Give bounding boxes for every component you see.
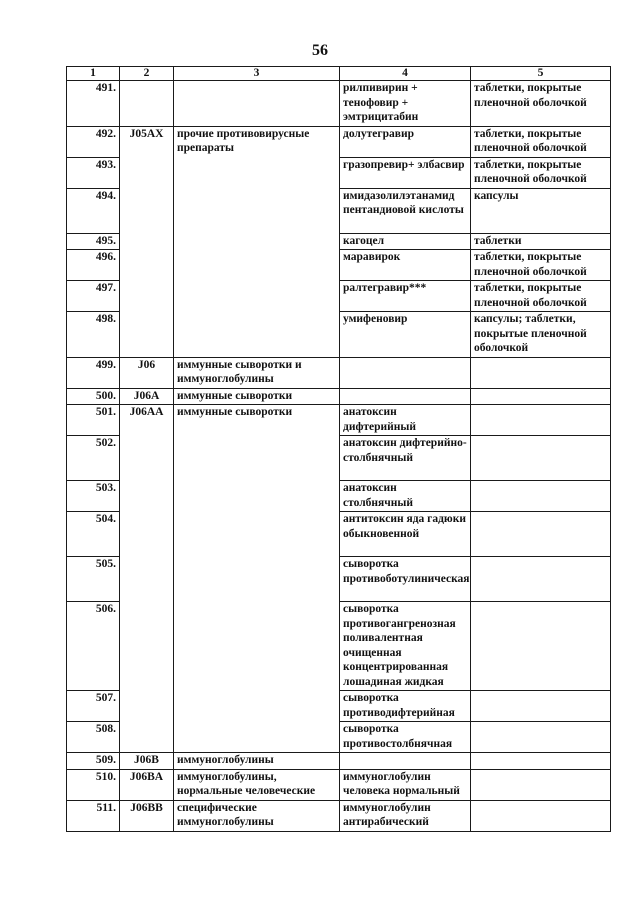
table-row: [67, 436, 611, 481]
table-row: [67, 722, 611, 753]
drug-name: [340, 357, 471, 388]
column-header-4: 4: [340, 67, 471, 81]
table-row: [67, 281, 611, 312]
table-row: [67, 312, 611, 358]
atc-group: иммуноглобулины, нормальные человеческие: [174, 769, 340, 800]
atc-group: [174, 512, 340, 557]
atc-code: [120, 157, 174, 188]
dosage-form: [471, 388, 611, 405]
row-number: 503.: [67, 481, 120, 512]
dosage-form: таблетки: [471, 233, 611, 250]
atc-group: [174, 81, 340, 127]
drug-name: анатоксин столбнячный: [340, 481, 471, 512]
atc-group: иммуноглобулины: [174, 753, 340, 770]
atc-code: [120, 312, 174, 358]
atc-code: [120, 602, 174, 691]
dosage-form: [471, 557, 611, 602]
table-row: [67, 388, 611, 405]
dosage-form: [471, 512, 611, 557]
column-header-2: 2: [120, 67, 174, 81]
atc-group: специфические иммуноглобулины: [174, 800, 340, 831]
dosage-form: таблетки, покрытые пленочной оболочкой: [471, 157, 611, 188]
dosage-form: [471, 800, 611, 831]
atc-code: J05AX: [120, 126, 174, 157]
atc-code: [120, 188, 174, 233]
atc-group: [174, 602, 340, 691]
drug-name: умифеновир: [340, 312, 471, 358]
column-header-5: 5: [471, 67, 611, 81]
table-row: [67, 188, 611, 233]
drug-name: рилпивирин + тенофовир + эмтрицитабин: [340, 81, 471, 127]
atc-group: [174, 281, 340, 312]
dosage-form: [471, 769, 611, 800]
dosage-form: [471, 357, 611, 388]
atc-code: [120, 481, 174, 512]
dosage-form: [471, 481, 611, 512]
atc-code: [120, 512, 174, 557]
drug-name: кагоцел: [340, 233, 471, 250]
atc-code: [120, 250, 174, 281]
atc-group: [174, 557, 340, 602]
dosage-form: [471, 436, 611, 481]
drug-table: [66, 66, 611, 832]
drug-name: сыворотка противоботулиническая: [340, 557, 471, 602]
dosage-form: [471, 691, 611, 722]
atc-code: [120, 557, 174, 602]
header-row: [67, 67, 611, 81]
drug-name: анатоксин дифтерийный: [340, 405, 471, 436]
dosage-form: [471, 753, 611, 770]
table-row: [67, 233, 611, 250]
drug-name: сыворотка противогангренозная поливалентная очищенная концентрированная лошадиная жидкая: [340, 602, 471, 691]
table-row: [67, 753, 611, 770]
table-row: [67, 800, 611, 831]
drug-name: имидазолилэтанамид пентандиовой кислоты: [340, 188, 471, 233]
drug-name: гразопревир+ элбасвир: [340, 157, 471, 188]
atc-code: [120, 233, 174, 250]
atc-code: [120, 691, 174, 722]
atc-group: [174, 691, 340, 722]
drug-name: долутегравир: [340, 126, 471, 157]
drug-name: иммуноглобулин человека нормальный: [340, 769, 471, 800]
table-row: [67, 405, 611, 436]
atc-code: J06: [120, 357, 174, 388]
drug-name: иммуноглобулин антирабический: [340, 800, 471, 831]
table-row: [67, 481, 611, 512]
dosage-form: капсулы: [471, 188, 611, 233]
atc-code: [120, 722, 174, 753]
dosage-form: таблетки, покрытые пленочной оболочкой: [471, 250, 611, 281]
table-row: [67, 769, 611, 800]
row-number: 495.: [67, 233, 120, 250]
row-number: 508.: [67, 722, 120, 753]
column-header-3: 3: [174, 67, 340, 81]
table-row: [67, 602, 611, 691]
table-row: [67, 157, 611, 188]
table-row: [67, 557, 611, 602]
atc-group: иммунные сыворотки и иммуноглобулины: [174, 357, 340, 388]
atc-group: [174, 481, 340, 512]
table-row: [67, 81, 611, 127]
drug-name: сыворотка противостолбнячная: [340, 722, 471, 753]
atc-code: [120, 81, 174, 127]
atc-group: [174, 188, 340, 233]
row-number: 511.: [67, 800, 120, 831]
atc-code: J06BA: [120, 769, 174, 800]
row-number: 500.: [67, 388, 120, 405]
row-number: 499.: [67, 357, 120, 388]
table-row: [67, 250, 611, 281]
page-number: 56: [312, 42, 328, 59]
atc-code: J06BB: [120, 800, 174, 831]
atc-group: [174, 436, 340, 481]
row-number: 498.: [67, 312, 120, 358]
drug-name: маравирок: [340, 250, 471, 281]
atc-group: [174, 233, 340, 250]
drug-name: [340, 388, 471, 405]
dosage-form: капсулы; таблетки, покрытые пленочной оболочкой: [471, 312, 611, 358]
atc-group: [174, 250, 340, 281]
drug-name: [340, 753, 471, 770]
row-number: 504.: [67, 512, 120, 557]
row-number: 505.: [67, 557, 120, 602]
drug-name: антитоксин яда гадюки обыкновенной: [340, 512, 471, 557]
atc-group: [174, 722, 340, 753]
row-number: 506.: [67, 602, 120, 691]
table-row: [67, 691, 611, 722]
drug-name: ралтегравир***: [340, 281, 471, 312]
atc-code: [120, 436, 174, 481]
dosage-form: таблетки, покрытые пленочной оболочкой: [471, 81, 611, 127]
atc-code: J06B: [120, 753, 174, 770]
row-number: 502.: [67, 436, 120, 481]
dosage-form: [471, 405, 611, 436]
atc-group: иммунные сыворотки: [174, 405, 340, 436]
row-number: 491.: [67, 81, 120, 127]
atc-group: [174, 312, 340, 358]
dosage-form: таблетки, покрытые пленочной оболочкой: [471, 126, 611, 157]
row-number: 497.: [67, 281, 120, 312]
row-number: 494.: [67, 188, 120, 233]
row-number: 501.: [67, 405, 120, 436]
atc-code: J06A: [120, 388, 174, 405]
dosage-form: [471, 722, 611, 753]
row-number: 492.: [67, 126, 120, 157]
table-row: [67, 357, 611, 388]
atc-group: иммунные сыворотки: [174, 388, 340, 405]
drug-name: сыворотка противодифтерийная: [340, 691, 471, 722]
table-row: [67, 512, 611, 557]
atc-code: [120, 281, 174, 312]
dosage-form: таблетки, покрытые пленочной оболочкой: [471, 281, 611, 312]
table-row: [67, 126, 611, 157]
row-number: 509.: [67, 753, 120, 770]
atc-group: [174, 157, 340, 188]
atc-code: J06AA: [120, 405, 174, 436]
drug-name: анатоксин дифтерийно-столбнячный: [340, 436, 471, 481]
row-number: 510.: [67, 769, 120, 800]
dosage-form: [471, 602, 611, 691]
row-number: 496.: [67, 250, 120, 281]
column-header-1: 1: [67, 67, 120, 81]
row-number: 507.: [67, 691, 120, 722]
row-number: 493.: [67, 157, 120, 188]
atc-group: прочие противовирусные препараты: [174, 126, 340, 157]
